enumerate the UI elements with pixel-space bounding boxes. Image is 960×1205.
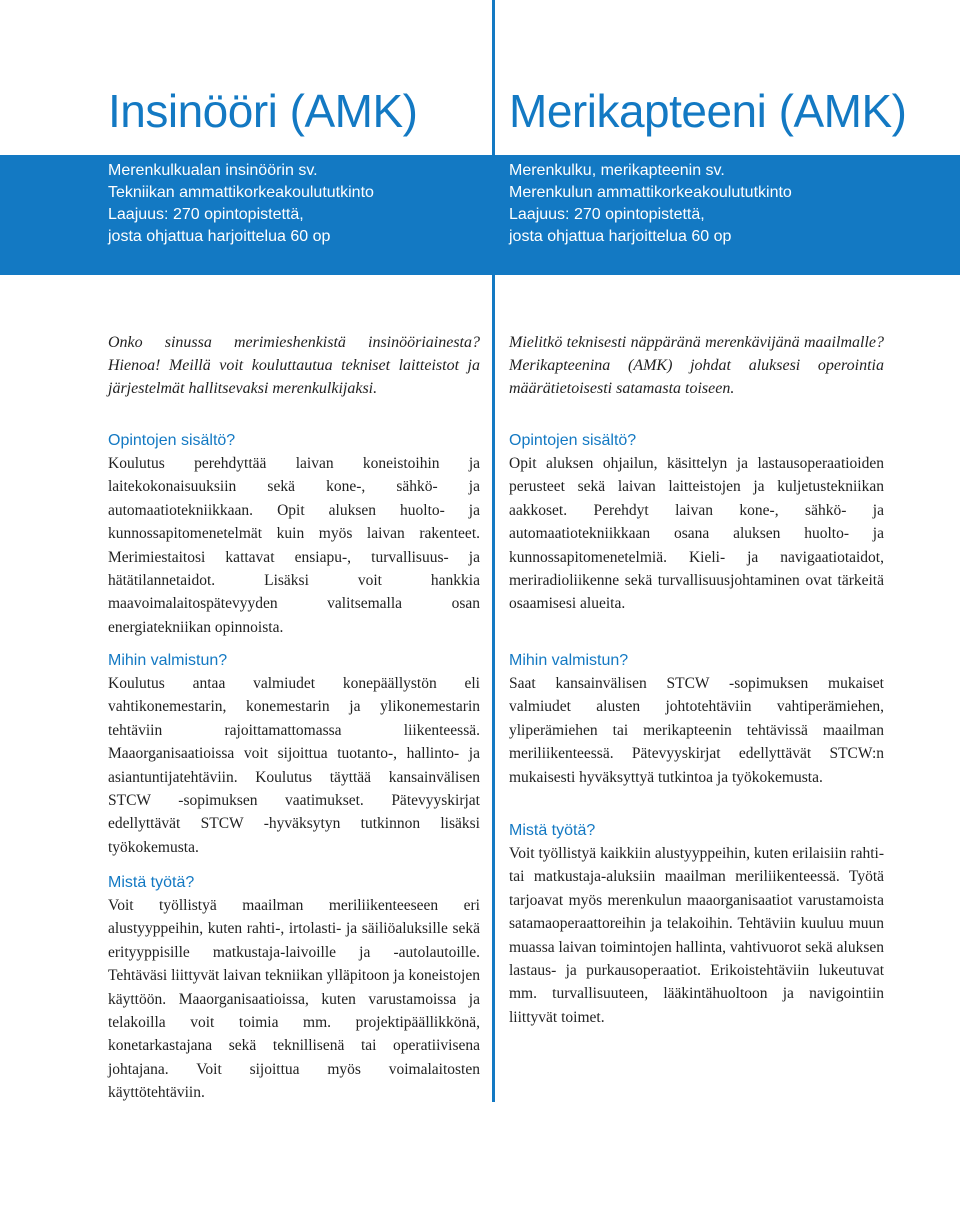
right-section-body: Opit aluksen ohjailun, käsittelyn ja lastausoperaatioiden perusteet sekä laivan laitteistojen ja kuljetustekniikan aakkoset. Perehdyt laivan kone-, sähkö- ja automaatiotekniikkaan osana aluksen huolto- ja kunnossapitomenetelmiä. Kieli- ja navigaatiotaidot, meriradioliikenne sekä turvallisuusjohtaminen ovat tärkeitä osaamisesi alueita.: [509, 455, 884, 613]
left-band-line: Merenkulkualan insinöörin sv.: [108, 162, 318, 179]
left-section-heading: Mistä työtä?: [108, 874, 195, 891]
right-title: Merikapteeni (AMK): [509, 85, 907, 137]
left-section-body: Koulutus perehdyttää laivan koneistoihin ja laitekokonaisuuksiin sekä kone-, sähkö- ja automaatiotekniikkaan. Opit aluksen huolto- ja kunnossapitomenetelmät kuin myös laivan rakenteet. Merimiestaitosi kattavat ensiapu-, turvallisuus- ja hätätilannetaidot. Lisäksi voit hankkia maavoimalaitospätevyyden valitsemalla osan energiatekniikan opinnoista.: [108, 455, 480, 636]
left-section-heading: Mihin valmistun?: [108, 652, 228, 669]
left-section-heading: Opintojen sisältö?: [108, 432, 236, 449]
left-section-employment: [108, 872, 480, 1105]
left-section-body: Koulutus antaa valmiudet konepäällystön eli vahtikonemestarin, konemestarin ja ylikonemestarin tehtäviin rajoittamattomassa liikenteessä. Maaorganisaatioissa voit sijoittua tuotanto-, hallinto- ja asiantuntijatehtäviin. Koulutus täyttää kansainvälisen STCW -sopimuksen vaatimukset. Pätevyyskirjat edellyttävät STCW -hyväksytyn tutkinnon lisäksi työkokemusta.: [108, 675, 480, 856]
right-section-heading: Mihin valmistun?: [509, 652, 629, 669]
column-divider: [492, 0, 495, 1102]
right-section-qualification: [509, 650, 884, 789]
right-section-heading: Opintojen sisältö?: [509, 432, 637, 449]
right-section-studies: [509, 430, 884, 616]
left-section-body: Voit työllistyä maailman meriliikenteeseen eri alustyyppeihin, kuten rahti-, irtolasti- ja säiliöaluksille sekä erityyppisille matkustaja-laivoille ja -autolautoille. Tehtäväsi liittyvät laivan tekniikan ylläpitoon ja koneistojen käyttöön. Maaorganisaatioissa, kuten varustamoissa ja telakoilla voit toimia mm. projektipäällikkönä, konetarkastajana sekä teknillisenä tai operatiivisena johtajana. Voit sijoittua myös voimalaitosten käyttötehtäviin.: [108, 897, 480, 1102]
right-program-details: [509, 160, 792, 248]
left-band-line: Tekniikan ammattikorkeakoulututkinto: [108, 184, 374, 201]
left-intro: Onko sinussa merimieshenkistä insinööriainesta? Hienoa! Meillä voit kouluttautua tekniset laitteistot ja järjestelmät hallitsevaksi merenkulkijaksi.: [108, 334, 480, 397]
left-header-band: [0, 155, 492, 275]
left-band-line: Laajuus: 270 opintopistettä,: [108, 206, 304, 223]
right-band-line: josta ohjattua harjoittelua 60 op: [509, 228, 732, 245]
left-band-line: josta ohjattua harjoittelua 60 op: [108, 228, 331, 245]
right-band-line: Merenkulku, merikapteenin sv.: [509, 162, 725, 179]
right-section-heading: Mistä työtä?: [509, 822, 596, 839]
right-header-band: [495, 155, 960, 275]
left-program-details: [108, 160, 374, 248]
right-section-body: Voit työllistyä kaikkiin alustyyppeihin, kuten erilaisiin rahti- tai matkustaja-aluksiin maailman meriliikenteessä. Työtä tarjoavat myös merenkulun maaorganisaatiot varustamoista satamaoperaattoreihin ja telakoihin. Tehtäviin kuuluu muun muassa laivan toimintojen hallinta, vahtivuorot sekä aluksen lastaus- ja purkausoperaatiot. Erikoistehtäviin lukeutuvat mm. turvallisuuteen, lääkintähuoltoon ja navigointiin liittyvät toimet.: [509, 845, 884, 1026]
right-band-line: Merenkulun ammattikorkeakoulututkinto: [509, 184, 792, 201]
left-section-qualification: [108, 650, 480, 859]
right-section-body: Saat kansainvälisen STCW -sopimuksen mukaiset valmiudet alusten johtotehtäviin vahtiperämiehen, yliperämiehen tai merikapteenin tehtävissä maailman meriliikenteessä. Pätevyyskirjat edellyttävät STCW:n mukaisesti hyväksyttyä tutkintoa ja työkokemusta.: [509, 675, 884, 786]
left-title: Insinööri (AMK): [108, 85, 418, 137]
left-section-studies: [108, 430, 480, 639]
right-intro: Mielitkö teknisesti näppäränä merenkävijänä maailmalle? Merikapteenina (AMK) johdat aluksesi operointia määrätietoisesti satamasta toiseen.: [509, 334, 884, 397]
right-band-line: Laajuus: 270 opintopistettä,: [509, 206, 705, 223]
right-section-employment: [509, 820, 884, 1029]
